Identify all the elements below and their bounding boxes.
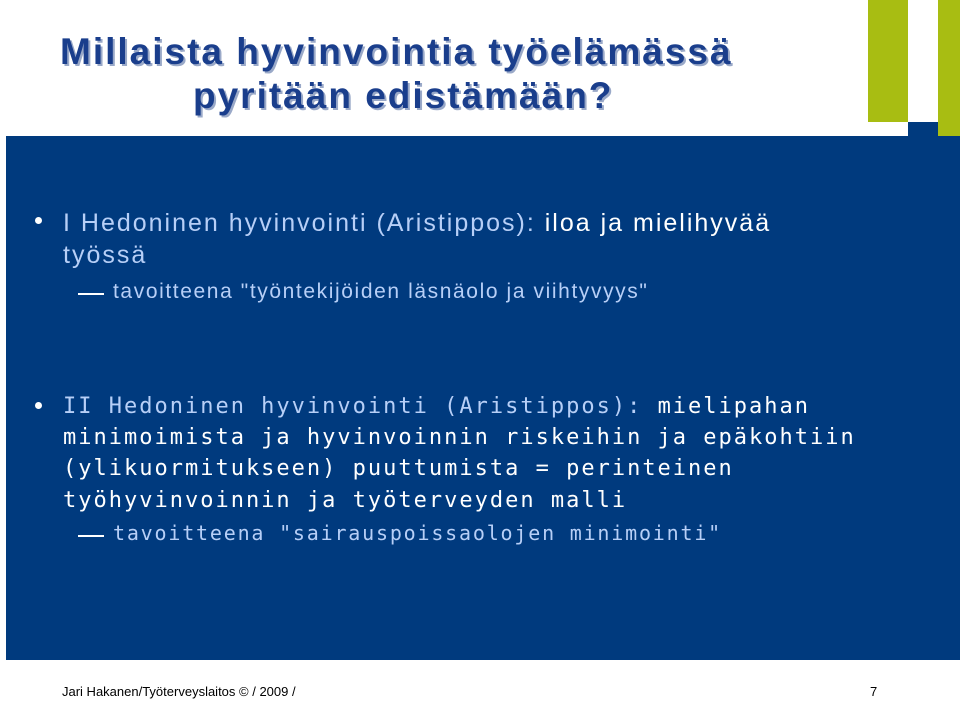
bullet-1-heading: I Hedoninen hyvinvointi (Aristippos): bbox=[63, 209, 545, 237]
bullet-1-line-1 bbox=[63, 207, 771, 239]
bullet-2-line-2: minimoimista ja hyvinvoinnin riskeihin ja epäkohtiin bbox=[63, 425, 856, 450]
dash-icon bbox=[78, 293, 104, 295]
accent-bar-right bbox=[938, 0, 960, 140]
title-line-2: pyritään edistämään? bbox=[193, 75, 614, 116]
sub-bullet-1: tavoitteena "työntekijöiden läsnäolo ja viihtyvyys" bbox=[113, 280, 649, 303]
page-number: 7 bbox=[870, 684, 878, 699]
accent-bar-left bbox=[868, 0, 908, 122]
slide-title bbox=[60, 30, 733, 118]
title-area bbox=[0, 0, 960, 140]
bullet-2-text: mielipahan bbox=[657, 394, 811, 419]
sub-bullet-2: tavoitteena "sairauspoissaolojen minimointi" bbox=[113, 521, 723, 545]
bullet-2-line-3: (ylikuormitukseen) puuttumista = perinteinen bbox=[63, 456, 734, 481]
bullet-1-text: iloa ja mielihyvää bbox=[544, 209, 772, 237]
bullet-2-line-1 bbox=[63, 391, 810, 422]
dash-icon bbox=[78, 535, 104, 537]
bullet-1-line-2: työssä bbox=[63, 241, 148, 269]
bullet-dot-icon bbox=[35, 402, 42, 409]
bullet-2-heading: II Hedoninen hyvinvointi (Aristippos): bbox=[63, 394, 658, 419]
footer-credit: Jari Hakanen/Työterveyslaitos © / 2009 / bbox=[62, 684, 296, 699]
bullet-2-line-4: työhyvinvoinnin ja työterveyden malli bbox=[63, 488, 628, 513]
title-line-1: Millaista hyvinvointia työelämässä bbox=[60, 31, 733, 72]
bullet-dot-icon bbox=[35, 217, 42, 224]
